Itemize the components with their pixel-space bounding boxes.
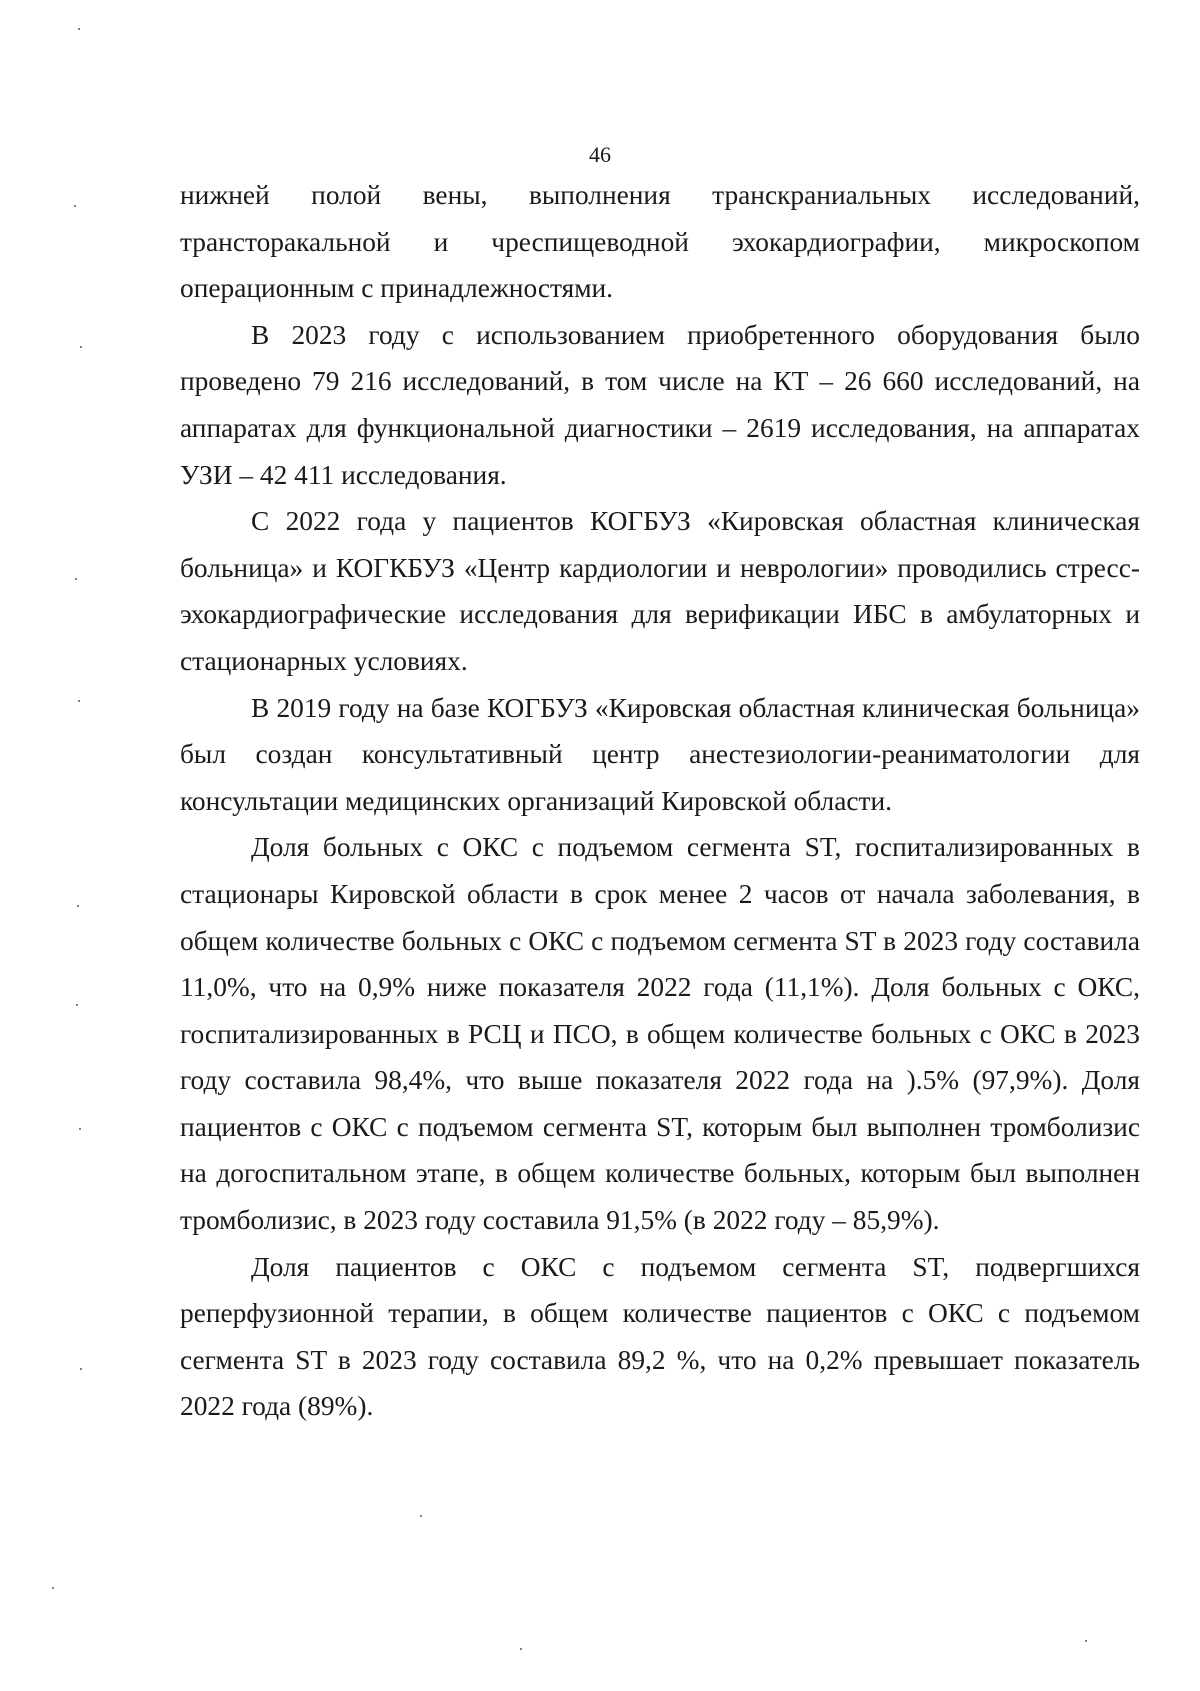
paragraph-stress-echo: С 2022 года у пациентов КОГБУЗ «Кировская областная клиническая больница» и КОГКБУЗ «Центр кардиологии и неврологии» проводились стресс- эхокардиографические исследования для верификации ИБС в амбулаторных и стационарных условиях.: [180, 506, 1140, 676]
scan-speck: [52, 1587, 54, 1589]
scan-speck: [79, 1128, 81, 1130]
paragraph-studies-2023: В 2023 году с использованием приобретенного оборудования было проведено 79 216 исследований, в том числе на КТ – 26 660 исследований, на аппаратах для функциональной диагностики – 2619 исследования, на аппаратах УЗИ – 42 411 исследования.: [180, 319, 1140, 490]
paragraph-reperfusion: Доля пациентов с ОКС с подъемом сегмента ST, подвергшихся реперфузионной терапии, в общем количестве пациентов с ОКС с подъемом сегмента ST в 2023 году составила 89,2 %, что на 0,2% превышает показатель 2022 года (89%).: [180, 1251, 1140, 1422]
paragraph-equipment-list: нижней полой вены, выполнения транскраниальных исследований, трансторакальной и чреспищеводной эхокардиографии, микроскопом операционным с принадлежностями.: [180, 180, 1140, 304]
paragraph-consult-center: В 2019 году на базе КОГБУЗ «Кировская областная клиническая больница» был создан консультативный центр анестезиологии-реаниматологии для консультации медицинских организаций Кировской области.: [180, 692, 1140, 816]
scan-speck: [77, 905, 79, 907]
scan-speck: [78, 700, 80, 702]
scan-speck: [76, 1004, 78, 1006]
page-number: 46: [589, 142, 611, 167]
scan-speck: [420, 1515, 422, 1517]
scan-speck: [520, 1648, 522, 1650]
scan-speck: [75, 578, 77, 580]
scan-speck: [1085, 1640, 1087, 1642]
scan-speck: [78, 28, 80, 30]
scan-speck: [80, 1368, 82, 1370]
scan-speck: [80, 346, 82, 348]
scan-speck: [74, 205, 76, 207]
paragraph-oks-hospitalization: Доля больных с ОКС с подъемом сегмента ST, госпитализированных в стационары Кировской области в срок менее 2 часов от начала заболевания, в общем количестве больных с ОКС с подъемом сегмента ST в 2023 году составила 11,0%, что на 0,9% ниже показателя 2022 года (11,1%). Доля больных с ОКС, госпитализированных в РСЦ и ПСО, в общем количестве больных с ОКС в 2023 году составила 98,4%, что выше показателя 2022 года на ).5% (97,9%). Доля пациентов с ОКС с подъемом сегмента ST, которым был выполнен тромболизис на догоспитальном этапе, в общем количестве больных, которым был выполнен тромболизис, в 2023 году составила 91,5% (в 2022 году – 85,9%).: [180, 832, 1140, 1236]
document-body: [180, 172, 1140, 1430]
